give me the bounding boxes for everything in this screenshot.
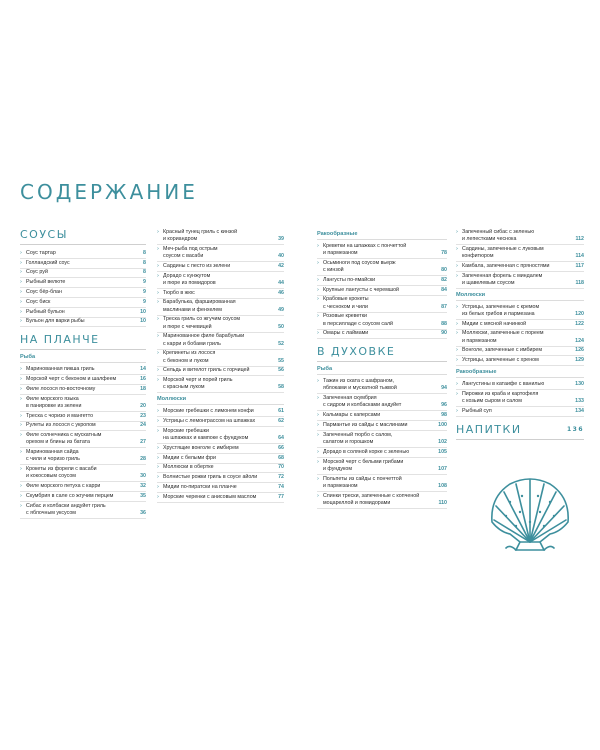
toc-entry[interactable] [317, 259, 447, 276]
toc-entry-page: 18 [140, 385, 146, 392]
toc-entry-page: 46 [278, 289, 284, 296]
toc-entry-page: 70 [278, 464, 284, 471]
chevron-right-icon: › [456, 407, 458, 414]
toc-entry-page: 78 [441, 250, 447, 256]
chevron-right-icon: › [157, 483, 159, 490]
toc-entry[interactable] [317, 313, 447, 330]
chevron-right-icon: › [317, 412, 319, 419]
toc-entry-title: Лангустины в катаифе с ванилью [462, 380, 545, 387]
toc-entry-page: 32 [140, 483, 146, 490]
toc-entry-page: 118 [575, 279, 584, 286]
toc-entry[interactable] [317, 296, 447, 313]
toc-entry[interactable] [317, 276, 447, 286]
toc-entry-title: Сибас и колбаски андуйет гриль с яблочным уксусом [26, 502, 106, 516]
chevron-right-icon: › [20, 318, 22, 325]
chevron-right-icon: › [157, 333, 159, 340]
toc-entry-page: 49 [278, 306, 284, 313]
chevron-right-icon: › [317, 286, 319, 293]
chevron-right-icon: › [20, 466, 22, 473]
page-title: СОДЕРЖАНИЕ [20, 180, 198, 204]
toc-entry-page: 110 [438, 499, 447, 506]
toc-entry[interactable] [157, 427, 284, 444]
section-heading-text: СОУСЫ [20, 228, 68, 241]
toc-entry-title: Крокеты из форели с васаби и кокосовым соусом [26, 466, 97, 480]
toc-entry-title: Кальмары с каперсами [323, 412, 381, 419]
toc-entry-page: 108 [438, 482, 447, 489]
toc-entry-page: 105 [438, 448, 447, 455]
subsection-heading: Ракообразные [456, 369, 584, 378]
toc-entry-title: Моллюски в обертке [163, 464, 214, 471]
toc-entry-page: 72 [278, 474, 284, 481]
subsection-heading: Рыба [20, 354, 146, 363]
toc-entry[interactable] [20, 278, 146, 288]
toc-entry-page: 124 [575, 337, 584, 344]
toc-entry-title: Вонголе, запеченные с имбирем [462, 347, 543, 354]
toc-entry-title: Маринованная пикша гриль [26, 366, 95, 373]
toc-column-1 [20, 228, 146, 519]
chevron-right-icon: › [20, 395, 22, 402]
toc-entry[interactable] [456, 390, 584, 407]
toc-entry[interactable] [20, 249, 146, 259]
toc-entry[interactable] [157, 367, 284, 377]
toc-entry-title: Креветки на шпажках с пончеттой и пармезаном [323, 242, 407, 256]
toc-entry[interactable] [20, 365, 146, 375]
toc-entry[interactable] [317, 377, 447, 394]
chevron-right-icon: › [317, 313, 319, 320]
toc-entry-title: Волнистые рожки гриль в соусе айоли [163, 474, 258, 481]
toc-entry[interactable] [157, 316, 284, 333]
toc-entry[interactable] [456, 262, 584, 272]
toc-entry-page: 84 [441, 286, 447, 293]
chevron-right-icon: › [157, 262, 159, 269]
toc-entry-title: Крепинеты из лосося с беконом и луком [163, 350, 216, 364]
toc-entry[interactable] [157, 464, 284, 474]
toc-entry-title: Рыбный бульон [26, 308, 65, 315]
toc-entry-page: 30 [140, 473, 146, 480]
toc-entry-page: 9 [143, 288, 146, 295]
chevron-right-icon: › [157, 444, 159, 451]
toc-entry-title: Филе лосося по-восточному [26, 385, 96, 392]
toc-column-2 [157, 228, 284, 503]
toc-entry-title: Омары с лаймами [323, 330, 369, 337]
toc-entry-title: Устрицы с лемонграссом на шпажках [163, 417, 256, 424]
toc-entry-page: 20 [140, 402, 146, 409]
chevron-right-icon: › [20, 432, 22, 439]
toc-entry-title: Устрицы, запеченные с кремом из белых грибов и пармезана [462, 303, 540, 317]
chevron-right-icon: › [317, 330, 319, 337]
toc-entry-title: Спинки трески, запеченные с копченой моцареллой и помидорами [323, 492, 420, 506]
chevron-right-icon: › [317, 421, 319, 428]
toc-entry-page: 107 [438, 465, 447, 472]
toc-entry[interactable] [20, 465, 146, 482]
chevron-right-icon: › [157, 245, 159, 252]
toc-entry-title: Осьминоги под соусом вьерж с кинзой [323, 259, 396, 273]
toc-entry-page: 58 [278, 384, 284, 391]
toc-entry[interactable] [157, 272, 284, 289]
toc-entry[interactable] [456, 347, 584, 357]
toc-entry-page: 134 [575, 407, 584, 414]
toc-entry-page: 50 [278, 323, 284, 330]
toc-entry-page: 9 [143, 279, 146, 286]
toc-entry-title: Устрицы, запеченные с хреном [462, 357, 539, 364]
chevron-right-icon: › [456, 347, 458, 354]
toc-entry[interactable] [456, 380, 584, 390]
toc-entry[interactable] [157, 407, 284, 417]
seashell-icon [480, 472, 580, 552]
chevron-right-icon: › [317, 475, 319, 482]
chevron-right-icon: › [157, 299, 159, 306]
toc-entry[interactable] [317, 421, 447, 431]
toc-entry-page: 117 [575, 262, 584, 269]
toc-entry-page: 56 [278, 367, 284, 374]
toc-entry-title: Маринованное филе барабульки с карри и бобами гриль [163, 333, 245, 347]
section-heading-text: НА ПЛАНЧЕ [20, 333, 100, 347]
toc-entry[interactable] [157, 454, 284, 464]
toc-entry[interactable] [157, 473, 284, 483]
toc-entry[interactable] [20, 269, 146, 279]
toc-entry[interactable] [20, 448, 146, 465]
toc-entry[interactable] [20, 412, 146, 422]
toc-entry-title: Морские гребешки с лимонем конфи [163, 408, 254, 415]
chevron-right-icon: › [20, 502, 22, 509]
chevron-right-icon: › [20, 298, 22, 305]
toc-entry[interactable] [20, 502, 146, 519]
subsection-heading: Рыба [317, 366, 447, 375]
toc-entry-page: 14 [140, 366, 146, 373]
toc-entry[interactable] [456, 228, 584, 245]
chevron-right-icon: › [20, 308, 22, 315]
section-heading [20, 333, 146, 350]
chevron-right-icon: › [157, 417, 159, 424]
chevron-right-icon: › [456, 272, 458, 279]
toc-entry-page: 66 [278, 444, 284, 451]
toc-entry[interactable] [157, 245, 284, 262]
chevron-right-icon: › [157, 493, 159, 500]
chevron-right-icon: › [20, 259, 22, 266]
chevron-right-icon: › [456, 380, 458, 387]
toc-entry-page: 112 [575, 236, 584, 242]
toc-entry-title: Камбала, запеченная с пряностями [462, 262, 550, 269]
chevron-right-icon: › [157, 464, 159, 471]
toc-entry[interactable] [317, 242, 447, 259]
toc-entry-title: Соус руй [26, 269, 48, 276]
chevron-right-icon: › [157, 454, 159, 461]
toc-entry-page: 23 [140, 412, 146, 419]
chevron-right-icon: › [20, 288, 22, 295]
toc-entry[interactable] [456, 407, 584, 417]
chevron-right-icon: › [456, 303, 458, 310]
toc-entry-title: Красный тунец гриль с кинзой и кориандром [163, 228, 238, 242]
toc-entry[interactable] [20, 395, 146, 412]
chevron-right-icon: › [317, 296, 319, 303]
chevron-right-icon: › [456, 330, 458, 337]
chevron-right-icon: › [317, 276, 319, 283]
toc-entry[interactable] [157, 333, 284, 350]
toc-entry-title: Меч-рыба под острым соусом с васаби [163, 245, 218, 259]
toc-entry-page: 120 [575, 310, 584, 317]
toc-entry[interactable] [456, 272, 584, 289]
chevron-right-icon: › [20, 385, 22, 392]
toc-entry[interactable] [20, 431, 146, 448]
toc-entry-title: Пирожки из краба и картофеля с козьим сыром и салом [462, 390, 539, 404]
toc-entry-title: Запеченный сибас с зеленью и лепестками чеснока [462, 228, 535, 242]
toc-entry-title: Соус бёр-блан [26, 288, 62, 295]
chevron-right-icon: › [456, 262, 458, 269]
chevron-right-icon: › [20, 492, 22, 499]
toc-entry-title: Бульон для варки рыбы [26, 318, 85, 325]
toc-entry[interactable] [157, 262, 284, 272]
chevron-right-icon: › [157, 228, 159, 235]
toc-entry-page: 90 [441, 330, 447, 337]
toc-entry-page: 44 [278, 279, 284, 286]
chevron-right-icon: › [157, 350, 159, 357]
toc-entry-title: Филе солнечника с мускатным орехом и блины из батата [26, 432, 102, 446]
toc-entry-title: Пармантье из сайды с маслинами [323, 421, 408, 428]
toc-entry-title: Рыбный велюте [26, 279, 66, 286]
toc-entry-page: 52 [278, 340, 284, 347]
toc-entry-title: Голландский соус [26, 259, 70, 266]
toc-entry-title: Мидии с белыми фри [163, 454, 216, 461]
chevron-right-icon: › [20, 366, 22, 373]
toc-entry-page: 77 [278, 493, 284, 500]
chevron-right-icon: › [20, 483, 22, 490]
toc-entry-title: Треска гриль со жгучим соусом и пюре с чечевицей [163, 316, 241, 330]
toc-entry[interactable] [157, 299, 284, 316]
toc-entry-title: Морские гребешки на шпажках и кампоке с фундуком [163, 427, 249, 441]
toc-entry-page: 88 [441, 320, 447, 327]
toc-entry-page: 35 [140, 492, 146, 499]
toc-entry-title: Дорадо в соляной корке с зеленью [323, 448, 410, 455]
toc-entry-title: Дорадо с кунжутом и пюре из помидоров [163, 272, 216, 286]
chevron-right-icon: › [317, 448, 319, 455]
toc-entry-page: 133 [575, 397, 584, 404]
toc-entry[interactable] [456, 356, 584, 366]
toc-entry-title: Скумбрия в сале со жгучим перцем [26, 492, 114, 499]
toc-entry[interactable] [20, 375, 146, 385]
toc-entry-title: Польпеты из сайды с пончеттой и пармезаном [323, 475, 402, 489]
chevron-right-icon: › [157, 272, 159, 279]
toc-entry-page: 122 [575, 320, 584, 327]
toc-entry-page: 24 [140, 422, 146, 429]
toc-entry-page: 28 [140, 456, 146, 463]
toc-entry[interactable] [20, 308, 146, 318]
toc-entry-page: 114 [575, 253, 584, 259]
toc-entry[interactable] [20, 482, 146, 492]
subsection-heading: Ракообразные [317, 231, 447, 240]
chevron-right-icon: › [20, 249, 22, 256]
toc-entry-title: Мидии с мясной начинкой [462, 320, 527, 327]
toc-entry-page: 87 [441, 303, 447, 310]
toc-entry-page: 94 [441, 385, 447, 392]
toc-entry[interactable] [20, 492, 146, 502]
section-heading-text: В ДУХОВКЕ [317, 345, 396, 359]
toc-entry-title: Треска с чоризо и мангетто [26, 412, 94, 419]
toc-entry-page: 16 [140, 375, 146, 382]
toc-entry[interactable] [456, 320, 584, 330]
toc-entry-title: Филе морского языка в панировке из зелени [26, 395, 82, 409]
toc-entry[interactable] [317, 411, 447, 421]
toc-entry-page: 39 [278, 236, 284, 242]
toc-entry-page: 82 [441, 276, 447, 283]
toc-entry-title: Запеченная форель с миндалем и щавелевым соусом [462, 272, 543, 286]
chevron-right-icon: › [157, 377, 159, 384]
toc-entry-title: Морской черт с белыми грибами и фундуком [323, 458, 404, 472]
toc-entry[interactable] [157, 493, 284, 503]
toc-entry-title: Крабовые крокеты с чесноком и чили [323, 296, 369, 310]
toc-entry-title: Тюрбо в жюс [163, 289, 195, 296]
toc-entry[interactable] [157, 289, 284, 299]
toc-entry[interactable] [20, 385, 146, 395]
toc-entry[interactable] [20, 288, 146, 298]
toc-entry-title: Розовые креветки в персилладе с соусом салй [323, 313, 394, 327]
section-page-number: 136 [566, 425, 584, 433]
toc-entry-page: 68 [278, 454, 284, 461]
toc-entry-page: 129 [575, 357, 584, 364]
toc-entry-page: 27 [140, 439, 146, 446]
toc-entry-page: 8 [143, 269, 146, 276]
toc-entry[interactable] [157, 483, 284, 493]
chevron-right-icon: › [317, 259, 319, 266]
toc-entry-page: 62 [278, 417, 284, 424]
toc-entry-title: Морские черенки с анисовым маслом [163, 493, 257, 500]
chevron-right-icon: › [456, 245, 458, 252]
toc-entry-title: Филе морского петуха с карри [26, 483, 101, 490]
toc-entry[interactable] [157, 417, 284, 427]
toc-entry[interactable] [157, 376, 284, 393]
toc-entry-page: 80 [441, 267, 447, 273]
toc-entry[interactable] [317, 431, 447, 448]
toc-entry[interactable] [317, 492, 447, 509]
toc-entry[interactable] [317, 394, 447, 411]
toc-entry-title: Морской черт и порей гриль с красным луком [163, 377, 233, 391]
section-heading-text: НАПИТКИ [456, 422, 522, 436]
chevron-right-icon: › [157, 316, 159, 323]
chevron-right-icon: › [456, 228, 458, 235]
toc-entry-page: 42 [278, 262, 284, 269]
toc-entry[interactable] [157, 444, 284, 454]
toc-entry-title: Запеченный тюрбо с салом, салатом и горошком [323, 431, 393, 445]
toc-entry-title: Соус тартар [26, 249, 56, 256]
toc-entry-page: 8 [143, 249, 146, 256]
toc-entry-page: 100 [438, 421, 447, 428]
toc-entry[interactable] [157, 350, 284, 367]
chevron-right-icon: › [20, 412, 22, 419]
toc-entry[interactable] [317, 448, 447, 458]
chevron-right-icon: › [20, 422, 22, 429]
chevron-right-icon: › [456, 357, 458, 364]
chevron-right-icon: › [157, 289, 159, 296]
toc-entry[interactable] [456, 303, 584, 320]
chevron-right-icon: › [20, 449, 22, 456]
toc-entry-title: Сардины с песто из зелени [163, 262, 231, 269]
toc-column-4 [456, 228, 584, 444]
toc-entry[interactable] [317, 475, 447, 492]
toc-entry-title: Мидии по-пиратски на планче [163, 483, 237, 490]
toc-entry-title: Запеченная скумбрия с сидром и колбасками андуйет [323, 395, 402, 409]
toc-entry-page: 96 [441, 402, 447, 409]
toc-entry[interactable] [20, 298, 146, 308]
section-heading [317, 345, 447, 362]
chevron-right-icon: › [317, 431, 319, 438]
chevron-right-icon: › [157, 367, 159, 374]
subsection-heading: Моллюски [157, 396, 284, 405]
toc-entry-page: 61 [278, 408, 284, 415]
chevron-right-icon: › [157, 427, 159, 434]
toc-entry-title: Моллюски, запеченные с пореем и пармезаном [462, 330, 544, 344]
toc-entry-page: 55 [278, 357, 284, 364]
toc-entry-title: Крупные лангусты с черемшой [323, 286, 399, 293]
toc-entry-page: 10 [140, 318, 146, 325]
toc-entry-title: Рыбный суп [462, 407, 492, 414]
toc-entry-page: 10 [140, 308, 146, 315]
chevron-right-icon: › [456, 320, 458, 327]
chevron-right-icon: › [20, 375, 22, 382]
toc-entry-page: 64 [278, 434, 284, 441]
toc-entry[interactable] [317, 286, 447, 296]
toc-entry[interactable] [20, 318, 146, 328]
chevron-right-icon: › [317, 492, 319, 499]
chevron-right-icon: › [20, 279, 22, 286]
toc-entry[interactable] [317, 458, 447, 475]
toc-entry-page: 9 [143, 298, 146, 305]
toc-entry-title: Маринованная сайда с чили и чоризо гриль [26, 449, 80, 463]
toc-entry-title: Сельдь и вителот гриль с горчицей [163, 367, 250, 374]
toc-column-3 [317, 228, 447, 509]
toc-entry-page: 102 [438, 438, 447, 445]
toc-entry-page: 8 [143, 259, 146, 266]
toc-entry[interactable] [20, 422, 146, 432]
toc-entry-title: Хрустящие вонголе с имбирем [163, 444, 239, 451]
chevron-right-icon: › [157, 474, 159, 481]
chevron-right-icon: › [317, 242, 319, 249]
toc-entry-page: 36 [140, 509, 146, 516]
section-heading [456, 423, 584, 440]
toc-entry[interactable] [317, 330, 447, 340]
toc-entry-page: 130 [575, 380, 584, 387]
toc-entry-title: Сардины, запеченные с луковым конфитюром [462, 245, 544, 259]
toc-entry-title: Соус биск [26, 298, 51, 305]
chevron-right-icon: › [157, 408, 159, 415]
toc-entry-page: 126 [575, 347, 584, 354]
toc-entry-title: Тажин из ската с шафраном, яблоками и мускатной тыквой [323, 378, 397, 392]
toc-entry-title: Барабулька, фаршированная маслинами и фенхелем [163, 299, 236, 313]
toc-entry[interactable] [456, 245, 584, 262]
chevron-right-icon: › [317, 378, 319, 385]
toc-entry-page: 98 [441, 412, 447, 419]
chevron-right-icon: › [20, 269, 22, 276]
toc-entry[interactable] [456, 330, 584, 347]
subsection-heading: Моллюски [456, 292, 584, 301]
toc-entry[interactable] [20, 259, 146, 269]
chevron-right-icon: › [456, 390, 458, 397]
section-heading [20, 228, 146, 245]
toc-entry-page: 74 [278, 483, 284, 490]
toc-entry-title: Лангусты по-ямайски [323, 276, 376, 283]
toc-entry-title: Морской черт с беконом и шалфеем [26, 375, 117, 382]
chevron-right-icon: › [317, 395, 319, 402]
toc-entry[interactable] [157, 228, 284, 245]
chevron-right-icon: › [317, 458, 319, 465]
toc-entry-title: Рулеты из лосося с укропом [26, 422, 96, 429]
toc-entry-page: 40 [278, 253, 284, 259]
